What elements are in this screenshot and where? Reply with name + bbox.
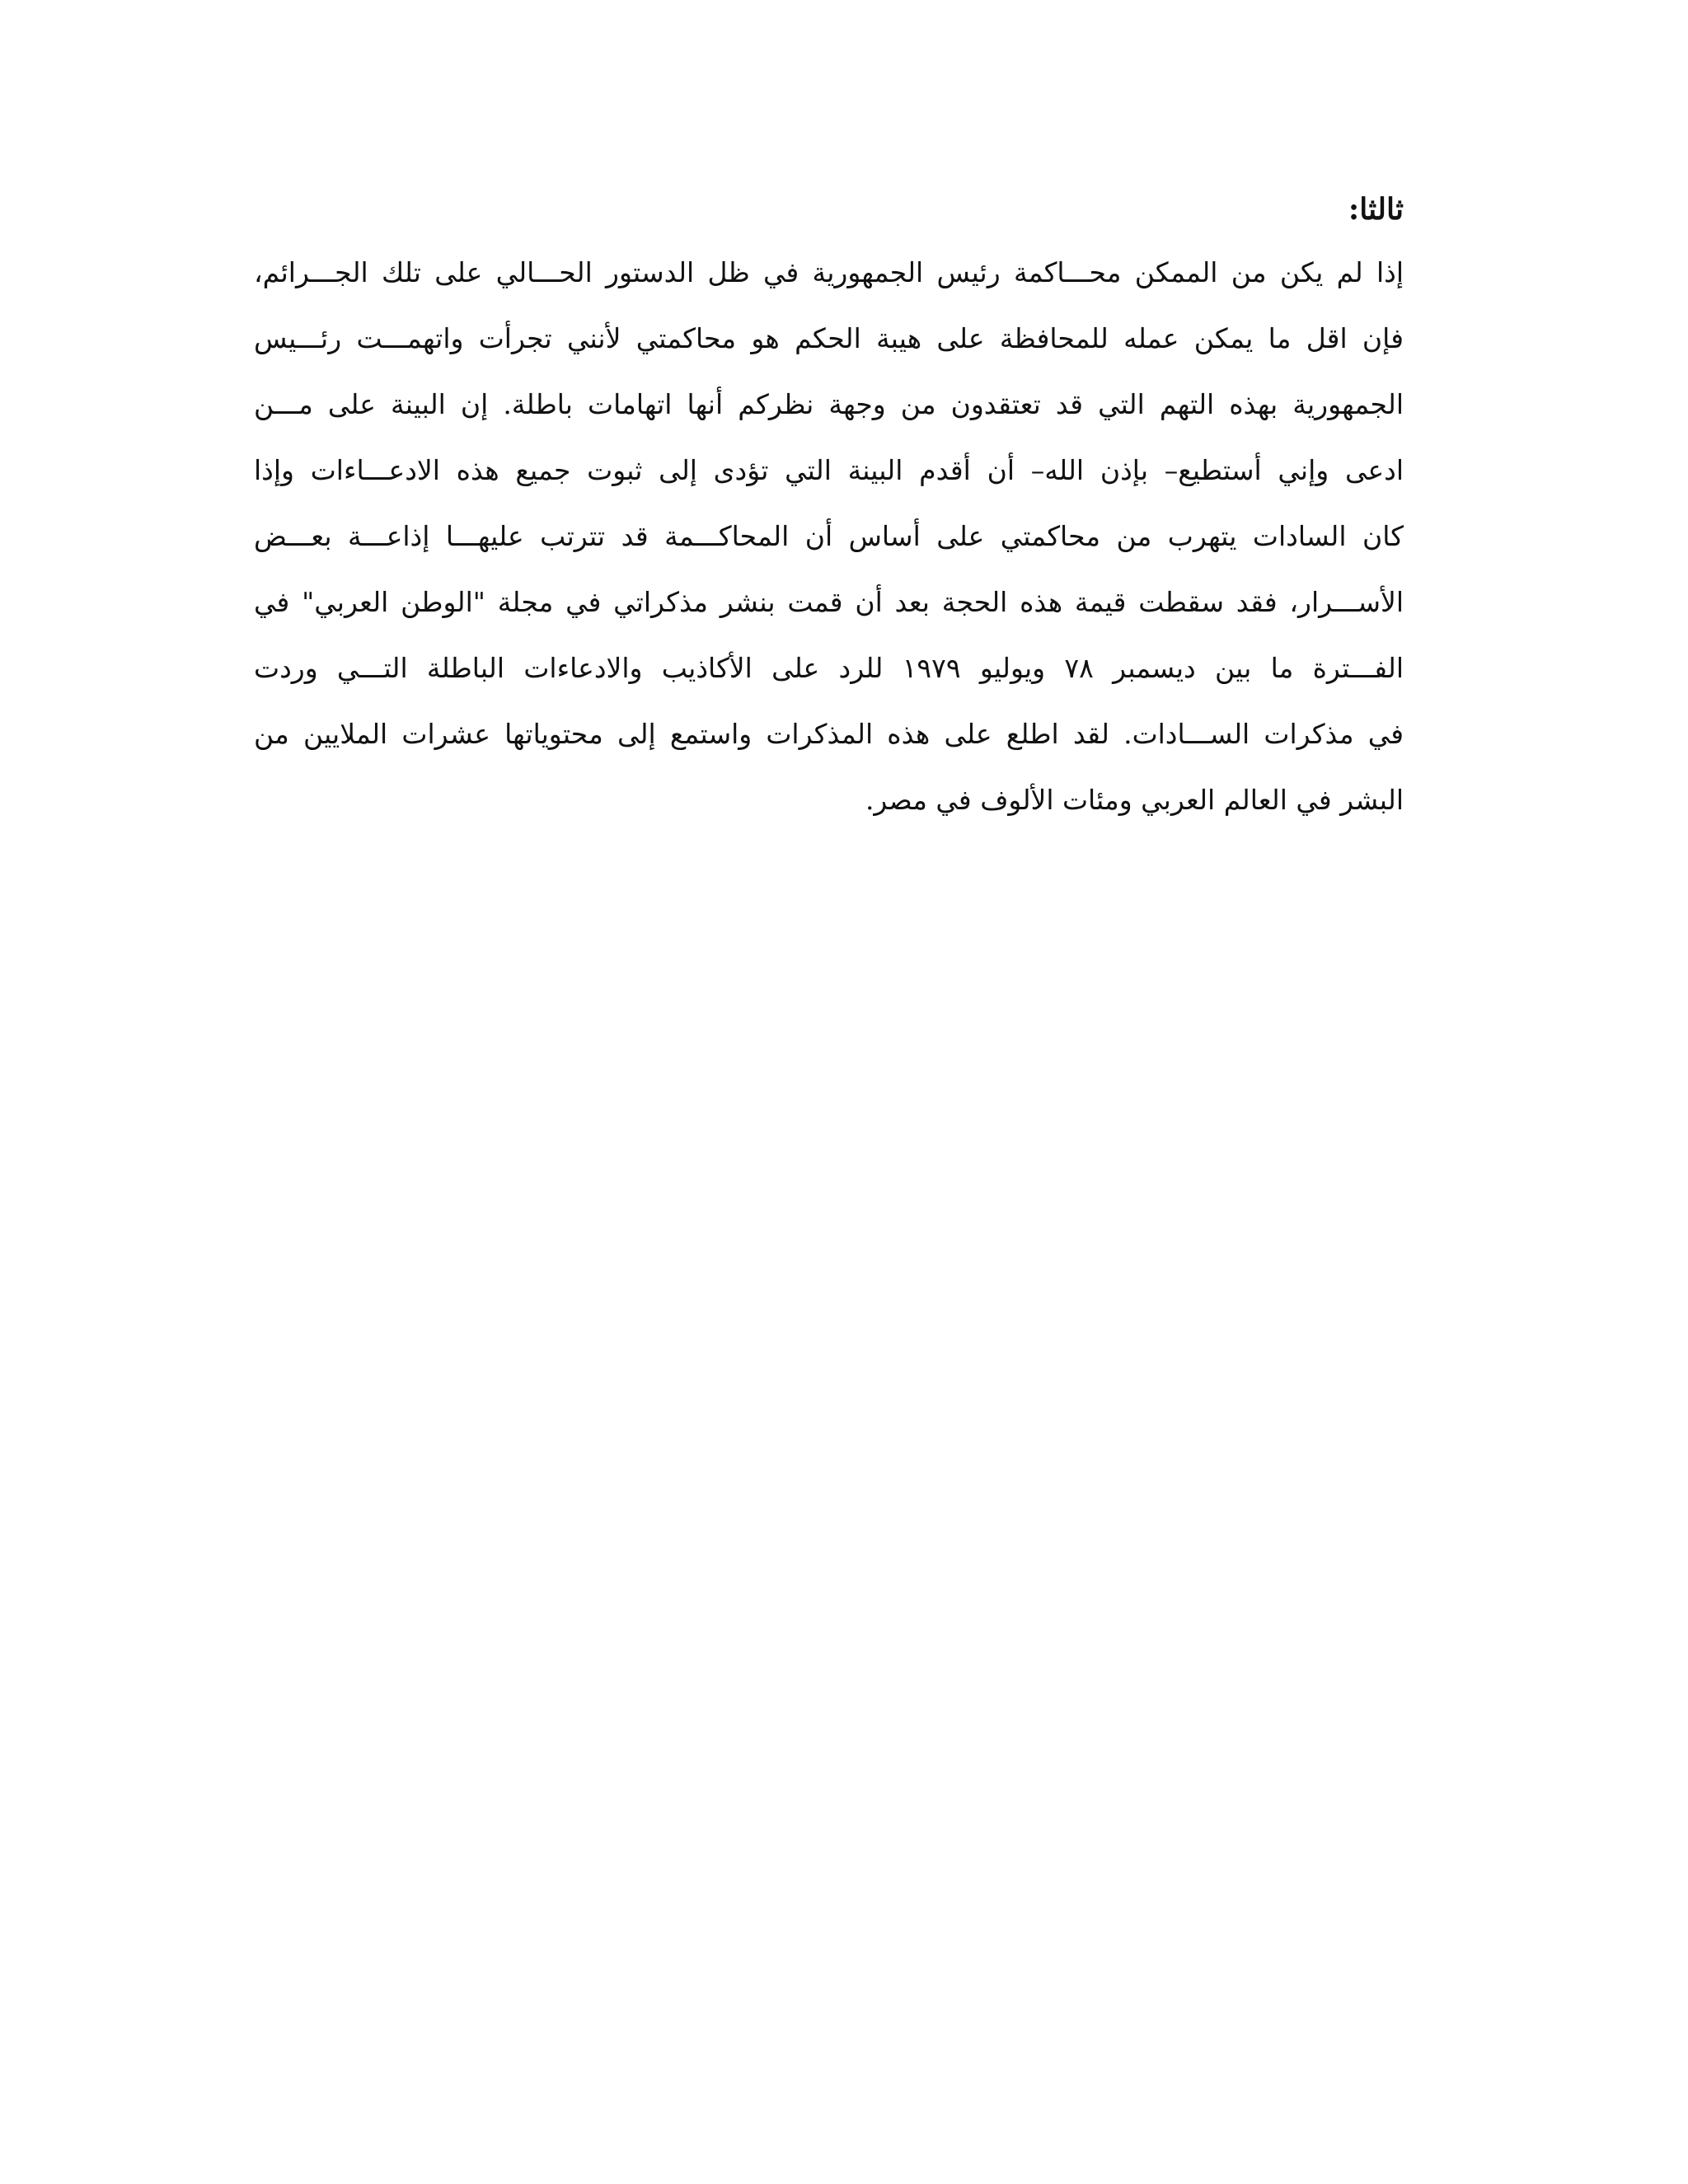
paragraph-line: الأســـرار، فقد سقطت قيمة هذه الحجة بعد أن قمت بنشر مذكراتي في مجلة "الوطن العربي" في — [254, 586, 1404, 618]
paragraph-line: الجمهورية بهذه التهم التي قد تعتقدون من وجهة نظركم أنها اتهامات باطلة. إن البينة على مـــن — [254, 388, 1404, 420]
paragraph-line: كان السادات يتهرب من محاكمتي على أساس أن المحاكـــمة قد تترتب عليهـــا إذاعـــة بعـــض — [254, 520, 1404, 552]
paragraph-line-last: البشر في العالم العربي ومئات الألوف في مصر. — [865, 784, 1404, 816]
document-body — [254, 185, 1404, 833]
paragraph-line: في مذكرات الســـادات. لقد اطلع على هذه المذكرات واستمع إلى محتوياتها عشرات الملايين من — [254, 718, 1404, 750]
paragraph-line: ادعى وإني أستطيع– بإذن الله– أن أقدم البينة التي تؤدى إلى ثبوت جميع هذه الادعـــاءات وإذا — [254, 454, 1404, 486]
paragraph — [254, 240, 1404, 833]
paragraph-line: الفـــترة ما بين ديسمبر ٧٨ ويوليو ١٩٧٩ للرد على الأكاذيب والادعاءات الباطلة التـــي وردت — [254, 652, 1404, 684]
paragraph-line: فإن اقل ما يمكن عمله للمحافظة على هيبة الحكم هو محاكمتي لأنني تجرأت واتهمـــت رئـــيس — [254, 322, 1404, 354]
paragraph-line: إذا لم يكن من الممكن محـــاكمة رئيس الجمهورية في ظل الدستور الحـــالي على تلك الجـــرائم، — [254, 256, 1404, 288]
section-heading: ثالثا: — [1348, 192, 1404, 227]
